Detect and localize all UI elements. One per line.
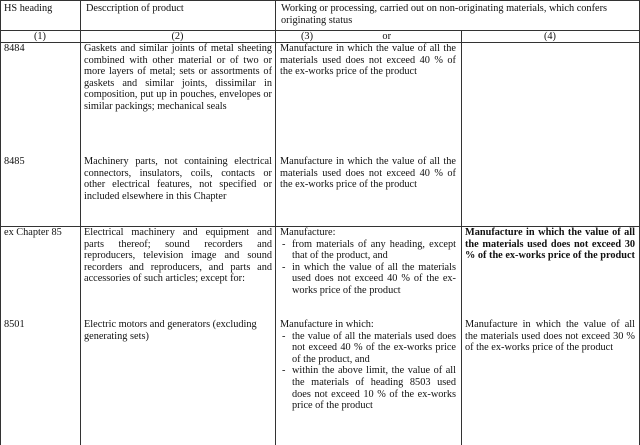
header-hs-heading xyxy=(4,3,78,15)
header-working-text: Working or processing, carried out on non-originating materials, which confers originating status xyxy=(281,3,608,26)
header-description xyxy=(86,3,272,15)
column-divider-1 xyxy=(80,0,81,445)
table-border-top xyxy=(0,0,640,1)
row-8485-rule: Manufacture in which the value of all the materials used does not exceed 40 % of the ex-works price of the product xyxy=(280,156,456,191)
row-8501-rule xyxy=(280,319,456,412)
or-label: or xyxy=(382,31,391,42)
row-8501-heading: 8501 xyxy=(4,319,25,330)
rule-item: - within the above limit, the value of all the materials of heading 8503 used does not exceed 10 % of the ex-works price of the product xyxy=(280,365,456,411)
row-8485-description: Machinery parts, not containing electrical connectors, insulators, coils, contacts or other electrical features, not specified or included elsewhere in this Chapter xyxy=(84,156,272,202)
rule-intro: Manufacture in which: xyxy=(280,319,374,330)
row-ex-chapter-85-rule xyxy=(280,227,456,297)
column-divider-3 xyxy=(461,30,462,445)
col-number-1: (1) xyxy=(33,31,46,42)
rule-item: - in which the value of all the materials used does not exceed 40 % of the ex-works price of the product xyxy=(280,262,456,297)
rule-intro: Manufacture: xyxy=(280,227,336,238)
header-description-text: Desccription of product xyxy=(86,3,184,14)
table-border-left xyxy=(0,0,1,445)
row-ex-chapter-85-heading: ex Chapter 85 xyxy=(4,227,62,238)
row-8501-description: Electric motors and generators (excluding generating sets) xyxy=(84,319,257,342)
column-divider-2 xyxy=(275,0,276,445)
col-number-2: (2) xyxy=(171,31,184,42)
header-working xyxy=(281,3,636,29)
row-ex-chapter-85-description: Electrical machinery and equipment and parts thereof; sound recorders and reproducers, television image and sound recorders and reproducers, and parts and accessories of such articles; except for: xyxy=(84,227,272,285)
col-number-4: (4) xyxy=(543,31,556,42)
row-8501-alt-rule: Manufacture in which the value of all the materials used does not exceed 30 % of the ex-works price of the product xyxy=(465,319,635,354)
row-8485-heading: 8485 xyxy=(4,156,25,167)
header-hs-heading-text: HS heading xyxy=(4,3,53,14)
row-8484-description: Gaskets and similar joints of metal sheeting combined with other material or of two or more layers of metal; sets or assortments of gaskets and similar joints, dissimilar in composition, put up in pouches, envelopes or similar packings; mechanical seals xyxy=(84,43,272,112)
row-8484-heading: 8484 xyxy=(4,43,25,54)
rule-item: - from materials of any heading, except that of the product, and xyxy=(280,239,456,262)
row-8484-rule: Manufacture in which the value of all the materials used does not exceed 40 % of the ex-works price of the product xyxy=(280,43,456,78)
rule-item: - the value of all the materials used does not exceed 40 % of the ex-works price of the product, and xyxy=(280,331,456,366)
col-number-3: (3) or xyxy=(301,31,391,42)
row-ex-chapter-85-alt-rule: Manufacture in which the value of all the materials used does not exceed 30 % of the ex-works price of the product xyxy=(465,227,635,262)
